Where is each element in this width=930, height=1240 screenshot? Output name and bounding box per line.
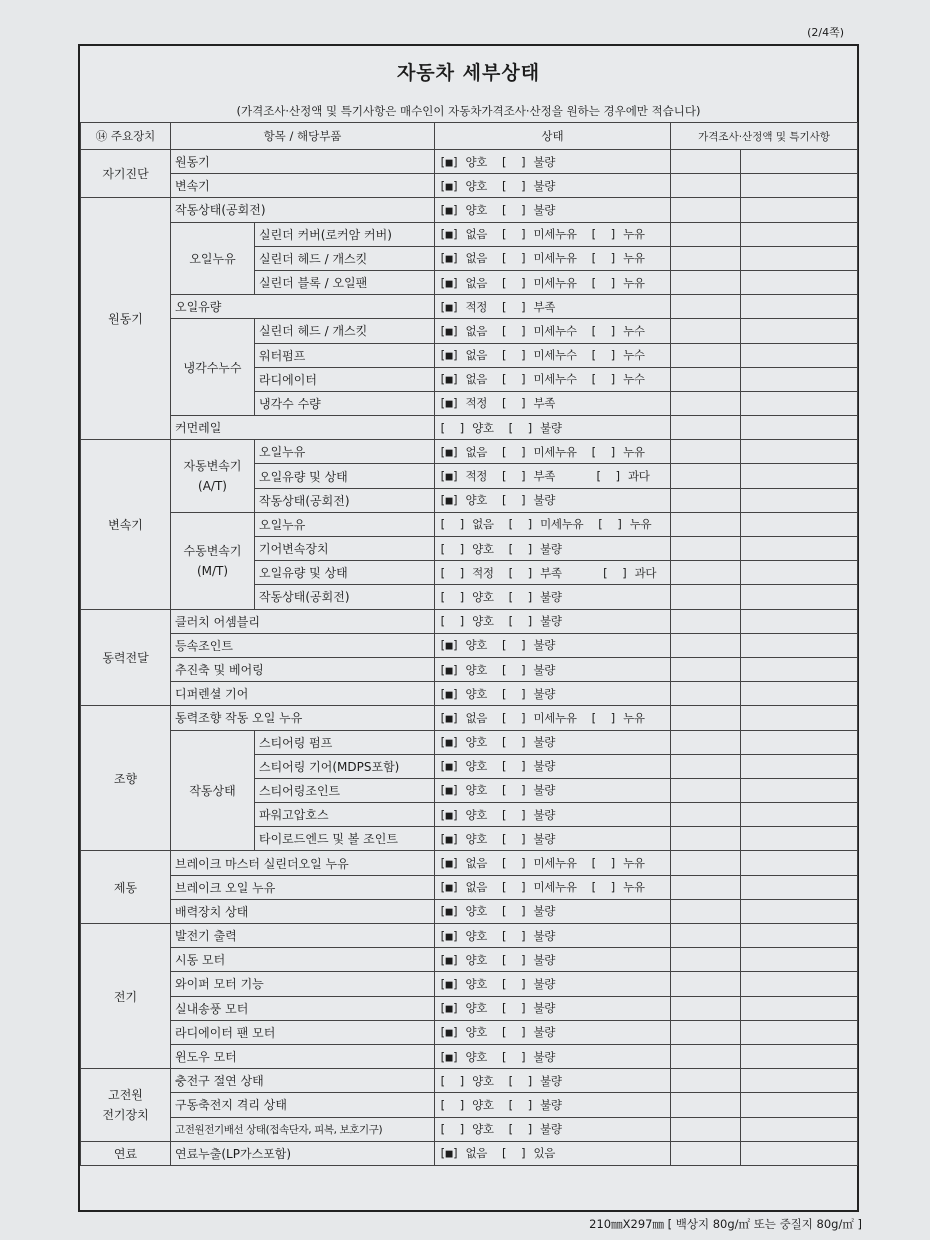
- status-value[interactable]: [■] 적정 [ ] 부족: [435, 391, 671, 415]
- status-value[interactable]: [ ] 양호 [ ] 불량: [435, 609, 671, 633]
- remark-cell[interactable]: [741, 246, 858, 270]
- status-value[interactable]: [■] 없음 [ ] 미세누유 [ ] 누유: [435, 270, 671, 294]
- page-number: (2/4쪽): [807, 26, 844, 39]
- remark-cell[interactable]: [741, 924, 858, 948]
- remark-cell[interactable]: [671, 488, 741, 512]
- item-label: 라디에이터: [255, 367, 435, 391]
- remark-cell[interactable]: [671, 730, 741, 754]
- status-value[interactable]: [ ] 양호 [ ] 불량: [435, 416, 671, 440]
- status-value[interactable]: [■] 없음 [ ] 있음: [435, 1141, 671, 1165]
- remark-cell[interactable]: [741, 440, 858, 464]
- remark-cell[interactable]: [671, 222, 741, 246]
- status-value[interactable]: [■] 양호 [ ] 불량: [435, 198, 671, 222]
- table-row: [81, 875, 858, 899]
- remark-cell[interactable]: [741, 730, 858, 754]
- remark-cell[interactable]: [671, 1141, 741, 1165]
- subgroup-manual-transmission-label: 수동변속기 (M/T): [183, 543, 242, 578]
- status-value[interactable]: [■] 양호 [ ] 불량: [435, 488, 671, 512]
- remark-cell[interactable]: [671, 633, 741, 657]
- status-value[interactable]: [■] 없음 [ ] 미세누유 [ ] 누유: [435, 706, 671, 730]
- item-label: 파워고압호스: [255, 803, 435, 827]
- table-row: [81, 198, 858, 222]
- remark-cell[interactable]: [741, 1141, 858, 1165]
- remark-cell[interactable]: [671, 464, 741, 488]
- item-label: 작동상태(공회전): [171, 198, 435, 222]
- remark-cell[interactable]: [741, 367, 858, 391]
- remark-cell[interactable]: [671, 198, 741, 222]
- status-value[interactable]: [ ] 양호 [ ] 불량: [435, 537, 671, 561]
- item-label: 시동 모터: [171, 948, 435, 972]
- remark-cell[interactable]: [671, 367, 741, 391]
- status-value[interactable]: [■] 없음 [ ] 미세누유 [ ] 누유: [435, 222, 671, 246]
- table-row: [81, 1117, 858, 1141]
- table-row: [81, 899, 858, 923]
- remark-cell[interactable]: [741, 561, 858, 585]
- item-label: 충전구 절연 상태: [171, 1069, 435, 1093]
- remark-cell[interactable]: [671, 1093, 741, 1117]
- remark-cell[interactable]: [671, 1020, 741, 1044]
- remark-cell[interactable]: [741, 706, 858, 730]
- table-row: [81, 633, 858, 657]
- subgroup-auto-transmission-label: 자동변속기 (A/T): [183, 459, 242, 494]
- item-label: 오일누유: [255, 440, 435, 464]
- item-label: 스티어링 기어(MDPS포함): [255, 754, 435, 778]
- remark-cell[interactable]: [741, 488, 858, 512]
- remark-cell[interactable]: [671, 1117, 741, 1141]
- remark-cell[interactable]: [671, 440, 741, 464]
- remark-cell[interactable]: [671, 1069, 741, 1093]
- status-value[interactable]: [■] 양호 [ ] 불량: [435, 730, 671, 754]
- remark-cell[interactable]: [741, 585, 858, 609]
- status-value[interactable]: [■] 적정 [ ] 부족 [ ] 과다: [435, 464, 671, 488]
- remark-cell[interactable]: [741, 754, 858, 778]
- status-value[interactable]: [■] 양호 [ ] 불량: [435, 754, 671, 778]
- item-label: 스티어링 펌프: [255, 730, 435, 754]
- table-row: [81, 1044, 858, 1068]
- item-label: 실린더 커버(로커암 커버): [255, 222, 435, 246]
- table-row: [81, 1069, 858, 1093]
- remark-cell[interactable]: [741, 972, 858, 996]
- item-label: 윈도우 모터: [171, 1044, 435, 1068]
- status-value[interactable]: [■] 없음 [ ] 미세누수 [ ] 누수: [435, 319, 671, 343]
- remark-cell[interactable]: [741, 1117, 858, 1141]
- remark-cell[interactable]: [741, 899, 858, 923]
- table-row: [81, 150, 858, 174]
- item-label: 실내송풍 모터: [171, 996, 435, 1020]
- subgroup-coolant-leak: 냉각수누수: [171, 319, 255, 416]
- table-row: [81, 440, 858, 464]
- remark-cell[interactable]: [741, 609, 858, 633]
- detail-status-table: [80, 122, 858, 1166]
- table-row: [81, 174, 858, 198]
- remark-cell[interactable]: [671, 803, 741, 827]
- remark-cell[interactable]: [671, 295, 741, 319]
- subgroup-manual-transmission: [171, 512, 255, 609]
- remark-cell[interactable]: [741, 150, 858, 174]
- status-value[interactable]: [■] 양호 [ ] 불량: [435, 972, 671, 996]
- remark-cell[interactable]: [741, 464, 858, 488]
- remark-cell[interactable]: [671, 827, 741, 851]
- status-value[interactable]: [■] 없음 [ ] 미세누유 [ ] 누유: [435, 875, 671, 899]
- status-value[interactable]: [ ] 양호 [ ] 불량: [435, 585, 671, 609]
- item-label: 발전기 출력: [171, 924, 435, 948]
- table-row: [81, 1141, 858, 1165]
- item-label: 라디에이터 팬 모터: [171, 1020, 435, 1044]
- remark-cell[interactable]: [671, 948, 741, 972]
- status-value[interactable]: [■] 양호 [ ] 불량: [435, 150, 671, 174]
- remark-cell[interactable]: [741, 682, 858, 706]
- remark-cell[interactable]: [741, 198, 858, 222]
- group-brake: 제동: [81, 851, 171, 924]
- group-steering: 조향: [81, 706, 171, 851]
- item-label: 추진축 및 베어링: [171, 657, 435, 681]
- remark-cell[interactable]: [671, 682, 741, 706]
- item-label: 고전원전기배선 상태(접속단자, 피복, 보호기구): [171, 1117, 435, 1141]
- remark-cell[interactable]: [741, 1044, 858, 1068]
- status-value[interactable]: [■] 양호 [ ] 불량: [435, 924, 671, 948]
- item-label: 구동축전지 격리 상태: [171, 1093, 435, 1117]
- table-row: [81, 1093, 858, 1117]
- remark-cell[interactable]: [741, 391, 858, 415]
- vehicle-detail-form: [78, 44, 859, 1212]
- status-value[interactable]: [■] 없음 [ ] 미세누유 [ ] 누유: [435, 440, 671, 464]
- header-remark: 가격조사·산정액 및 특기사항: [671, 123, 858, 150]
- remark-cell[interactable]: [671, 391, 741, 415]
- item-label: 와이퍼 모터 기능: [171, 972, 435, 996]
- table-row: [81, 972, 858, 996]
- remark-cell[interactable]: [741, 416, 858, 440]
- item-label: 동력조향 작동 오일 누유: [171, 706, 435, 730]
- remark-cell[interactable]: [671, 561, 741, 585]
- item-label: 클러치 어셈블리: [171, 609, 435, 633]
- table-row: [81, 996, 858, 1020]
- status-value[interactable]: [■] 없음 [ ] 미세누수 [ ] 누수: [435, 367, 671, 391]
- remark-cell[interactable]: [741, 1069, 858, 1093]
- group-transmission: 변속기: [81, 440, 171, 609]
- remark-cell[interactable]: [671, 246, 741, 270]
- item-label: 원동기: [171, 150, 435, 174]
- group-high-voltage-label: 고전원 전기장치: [102, 1087, 149, 1122]
- form-subtitle: (가격조사·산정액 및 특기사항은 매수인이 자동차가격조사·산정을 원하는 경우에만 적습니다): [236, 104, 701, 118]
- table-row: [81, 416, 858, 440]
- header-status: 상태: [435, 123, 671, 150]
- remark-cell[interactable]: [671, 270, 741, 294]
- status-value[interactable]: [■] 양호 [ ] 불량: [435, 633, 671, 657]
- remark-cell[interactable]: [671, 899, 741, 923]
- status-value[interactable]: [ ] 양호 [ ] 불량: [435, 1117, 671, 1141]
- status-value[interactable]: [ ] 없음 [ ] 미세누유 [ ] 누유: [435, 512, 671, 536]
- subgroup-auto-transmission: [171, 440, 255, 513]
- table-row: [81, 948, 858, 972]
- remark-cell[interactable]: [741, 948, 858, 972]
- remark-cell[interactable]: [741, 1093, 858, 1117]
- item-label: 연료누출(LP가스포함): [171, 1141, 435, 1165]
- item-label: 오일유량: [171, 295, 435, 319]
- item-label: 실린더 블록 / 오일팬: [255, 270, 435, 294]
- paper-spec-footer: 210㎜X297㎜ [ 백상지 80g/㎡ 또는 중질지 80g/㎡ ]: [589, 1217, 862, 1231]
- remark-cell[interactable]: [671, 585, 741, 609]
- remark-cell[interactable]: [741, 319, 858, 343]
- table-row: [81, 657, 858, 681]
- remark-cell[interactable]: [741, 295, 858, 319]
- group-engine: 원동기: [81, 198, 171, 440]
- remark-cell[interactable]: [671, 150, 741, 174]
- remark-cell[interactable]: [671, 512, 741, 536]
- remark-cell[interactable]: [741, 270, 858, 294]
- item-label: 작동상태(공회전): [255, 488, 435, 512]
- remark-cell[interactable]: [671, 754, 741, 778]
- status-value[interactable]: [■] 양호 [ ] 불량: [435, 948, 671, 972]
- header-device: ⑭ 주요장치: [81, 123, 171, 150]
- item-label: 기어변속장치: [255, 537, 435, 561]
- status-value[interactable]: [■] 없음 [ ] 미세누유 [ ] 누유: [435, 246, 671, 270]
- subgroup-steering-operation: 작동상태: [171, 730, 255, 851]
- table-row: [81, 609, 858, 633]
- remark-cell[interactable]: [671, 706, 741, 730]
- remark-cell[interactable]: [741, 222, 858, 246]
- remark-cell[interactable]: [741, 657, 858, 681]
- item-label: 디퍼렌셜 기어: [171, 682, 435, 706]
- status-value[interactable]: [■] 양호 [ ] 불량: [435, 899, 671, 923]
- remark-cell[interactable]: [671, 537, 741, 561]
- table-row: [81, 319, 858, 343]
- item-label: 브레이크 마스터 실린더오일 누유: [171, 851, 435, 875]
- remark-cell[interactable]: [671, 174, 741, 198]
- status-value[interactable]: [■] 양호 [ ] 불량: [435, 682, 671, 706]
- remark-cell[interactable]: [741, 875, 858, 899]
- status-value[interactable]: [■] 양호 [ ] 불량: [435, 1020, 671, 1044]
- remark-cell[interactable]: [671, 778, 741, 802]
- table-row: [81, 730, 858, 754]
- group-self-diagnosis: 자기진단: [81, 150, 171, 198]
- group-electrical: 전기: [81, 924, 171, 1069]
- status-value[interactable]: [■] 없음 [ ] 미세누유 [ ] 누유: [435, 851, 671, 875]
- status-value[interactable]: [■] 양호 [ ] 불량: [435, 996, 671, 1020]
- item-label: 등속조인트: [171, 633, 435, 657]
- remark-cell[interactable]: [741, 537, 858, 561]
- item-label: 실린더 헤드 / 개스킷: [255, 246, 435, 270]
- item-label: 배력장치 상태: [171, 899, 435, 923]
- table-row: [81, 512, 858, 536]
- remark-cell[interactable]: [671, 609, 741, 633]
- remark-cell[interactable]: [671, 851, 741, 875]
- group-high-voltage: [81, 1069, 171, 1142]
- status-value[interactable]: [■] 양호 [ ] 불량: [435, 827, 671, 851]
- form-title: 자동차 세부상태: [396, 62, 541, 84]
- table-row: [81, 1020, 858, 1044]
- remark-cell[interactable]: [741, 1020, 858, 1044]
- header-item: 항목 / 해당부품: [171, 123, 435, 150]
- status-value[interactable]: [■] 없음 [ ] 미세누수 [ ] 누수: [435, 343, 671, 367]
- status-value[interactable]: [ ] 적정 [ ] 부족 [ ] 과다: [435, 561, 671, 585]
- table-row: [81, 682, 858, 706]
- remark-cell[interactable]: [671, 343, 741, 367]
- remark-cell[interactable]: [671, 657, 741, 681]
- remark-cell[interactable]: [671, 996, 741, 1020]
- status-value[interactable]: [ ] 양호 [ ] 불량: [435, 1069, 671, 1093]
- item-label: 오일누유: [255, 512, 435, 536]
- table-header-row: [81, 123, 858, 150]
- group-power-transfer: 동력전달: [81, 609, 171, 706]
- status-value[interactable]: [■] 양호 [ ] 불량: [435, 778, 671, 802]
- item-label: 워터펌프: [255, 343, 435, 367]
- table-row: [81, 924, 858, 948]
- subgroup-oil-leak: 오일누유: [171, 222, 255, 295]
- remark-cell[interactable]: [741, 174, 858, 198]
- remark-cell[interactable]: [741, 851, 858, 875]
- item-label: 실린더 헤드 / 개스킷: [255, 319, 435, 343]
- remark-cell[interactable]: [671, 875, 741, 899]
- table-row: [81, 706, 858, 730]
- remark-cell[interactable]: [671, 416, 741, 440]
- item-label: 작동상태(공회전): [255, 585, 435, 609]
- remark-cell[interactable]: [741, 512, 858, 536]
- status-value[interactable]: [■] 양호 [ ] 불량: [435, 803, 671, 827]
- item-label: 브레이크 오일 누유: [171, 875, 435, 899]
- item-label: 냉각수 수량: [255, 391, 435, 415]
- remark-cell[interactable]: [741, 827, 858, 851]
- remark-cell[interactable]: [671, 1044, 741, 1068]
- table-row: [81, 851, 858, 875]
- remark-cell[interactable]: [671, 319, 741, 343]
- table-row: [81, 295, 858, 319]
- status-value[interactable]: [■] 양호 [ ] 불량: [435, 1044, 671, 1068]
- remark-cell[interactable]: [741, 996, 858, 1020]
- status-value[interactable]: [■] 적정 [ ] 부족: [435, 295, 671, 319]
- item-label: 커먼레일: [171, 416, 435, 440]
- status-value[interactable]: [ ] 양호 [ ] 불량: [435, 1093, 671, 1117]
- item-label: 타이로드엔드 및 볼 조인트: [255, 827, 435, 851]
- remark-cell[interactable]: [741, 778, 858, 802]
- remark-cell[interactable]: [741, 343, 858, 367]
- status-value[interactable]: [■] 양호 [ ] 불량: [435, 657, 671, 681]
- status-value[interactable]: [■] 양호 [ ] 불량: [435, 174, 671, 198]
- item-label: 변속기: [171, 174, 435, 198]
- group-fuel: 연료: [81, 1141, 171, 1165]
- item-label: 오일유량 및 상태: [255, 464, 435, 488]
- remark-cell[interactable]: [741, 633, 858, 657]
- remark-cell[interactable]: [671, 972, 741, 996]
- item-label: 오일유량 및 상태: [255, 561, 435, 585]
- remark-cell[interactable]: [741, 803, 858, 827]
- remark-cell[interactable]: [671, 924, 741, 948]
- item-label: 스티어링조인트: [255, 778, 435, 802]
- table-row: [81, 222, 858, 246]
